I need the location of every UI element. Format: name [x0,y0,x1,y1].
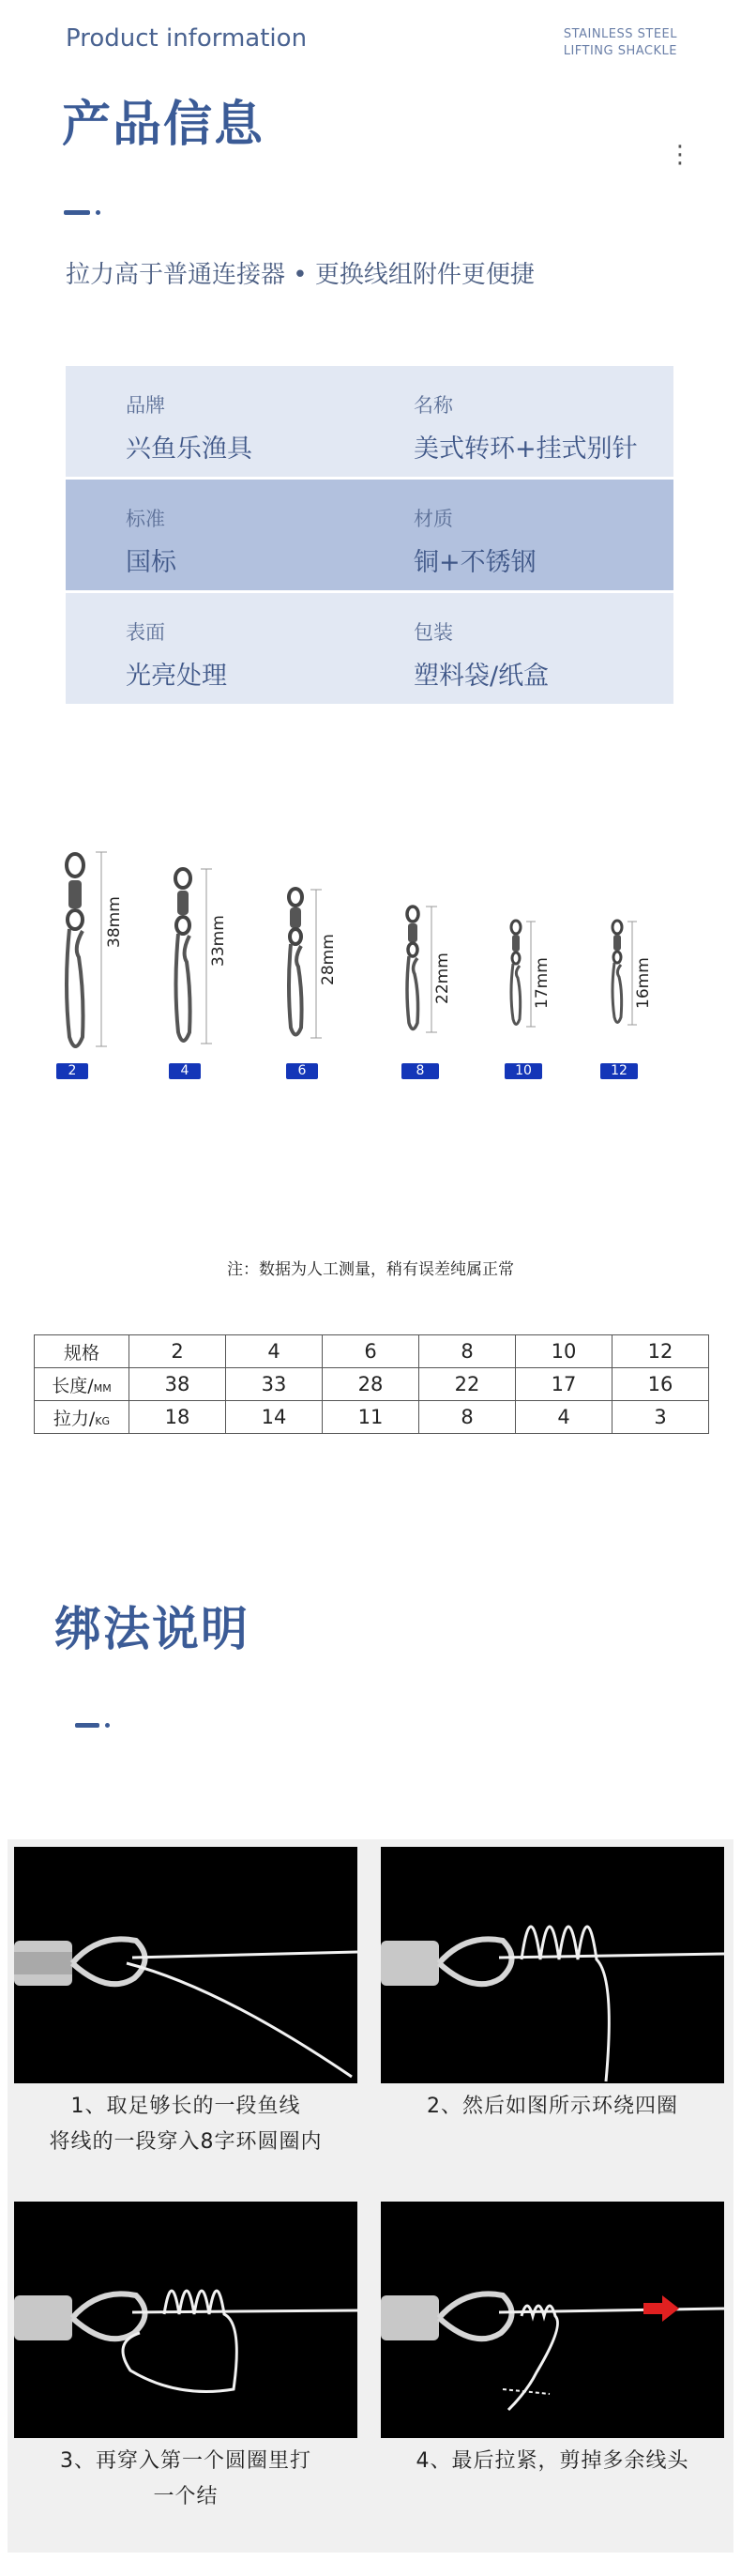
spec-key: 包装 [414,621,453,644]
size-length-label: 33mm [209,915,228,967]
step-caption-line-1: 1、取足够长的一段鱼线 [70,2095,301,2118]
spec-table [66,366,673,704]
table-cell: 4 [226,1335,323,1368]
row-label-spec: 规格 [35,1335,129,1368]
size-badge: 4 [169,1063,201,1079]
spec-cell [66,593,386,704]
step-caption-line-1: 2、然后如图所示环绕四圈 [427,2095,678,2118]
subtitle: 拉力高于普通连接器 • 更换线组附件更便捷 [66,261,535,289]
step-2-image [381,1847,724,2083]
row-label-length-unit: MM [93,1381,112,1395]
table-cell: 22 [419,1368,516,1401]
swivel-snap-2-image [56,845,150,1079]
spec-cell [66,366,386,477]
table-row [35,1368,709,1401]
table-cell: 33 [226,1368,323,1401]
table-cell: 28 [323,1368,419,1401]
spec-cell [386,593,673,704]
step-caption [14,2089,357,2160]
table-cell: 8 [419,1335,516,1368]
spec-row [66,366,673,477]
spec-key: 名称 [414,394,453,417]
step-2 [381,1847,724,2125]
size-badge: 8 [401,1063,439,1079]
row-label-length-text: 长度/ [52,1375,94,1396]
step-3-image [14,2202,357,2438]
spec-cell [66,480,386,590]
spec-value: 美式转环+挂式别针 [414,434,638,464]
row-label-tension-text: 拉力/ [53,1408,96,1429]
spec-value: 铜+不锈钢 [414,548,537,577]
step-caption-line-1: 4、最后拉紧，剪掉多余线头 [416,2449,689,2473]
table-cell: 11 [323,1401,419,1434]
row-label-length [35,1368,129,1401]
step-1 [14,1847,357,2160]
step-caption [381,2089,724,2125]
step-3 [14,2202,357,2515]
step-caption-line-1: 3、再穿入第一个圆圈里打 [60,2449,311,2473]
row-label-tension [35,1401,129,1434]
step-caption-line-2: 将线的一段穿入8字环圆圈内 [49,2130,323,2154]
table-cell: 14 [226,1401,323,1434]
step-4 [381,2202,724,2479]
size-length-label: 38mm [105,896,124,948]
size-length-label: 17mm [533,957,552,1009]
spec-value: 兴鱼乐渔具 [126,434,252,464]
table-cell: 18 [129,1401,226,1434]
spec-value: 光亮处理 [126,662,227,691]
size-badge: 12 [600,1063,638,1079]
size-length-label: 16mm [634,957,653,1009]
table-cell: 10 [516,1335,612,1368]
spec-row [66,477,673,590]
product-size-10 [497,845,591,1117]
arrow-right-icon [643,2295,679,2322]
section-title-tying-method: 绑法说明 [54,1602,250,1656]
table-cell: 4 [516,1401,612,1434]
spec-value: 国标 [126,548,176,577]
product-size-2 [56,845,150,1117]
size-table [34,1334,709,1434]
step-4-image [381,2202,724,2438]
spec-row [66,590,673,704]
title-underline-dot [96,210,100,215]
product-size-12 [598,845,692,1117]
measurement-note: 注：数据为人工测量，稍有误差纯属正常 [227,1260,514,1279]
page-title: 产品信息 [62,97,265,153]
product-size-6 [277,845,370,1117]
table-cell: 12 [612,1335,709,1368]
table-cell: 3 [612,1401,709,1434]
step-1-image [14,1847,357,2083]
spec-key: 品牌 [126,394,165,417]
title-underline-dash [64,210,90,215]
product-size-8 [394,845,488,1117]
tying-steps [8,1839,733,2553]
spec-value: 塑料袋/纸盒 [414,662,550,691]
section-underline-dash [75,1723,99,1728]
tagline-line-2: LIFTING SHACKLE [563,44,677,58]
size-length-label: 28mm [319,934,338,985]
section-underline-dot [105,1723,110,1728]
spec-cell [386,366,673,477]
header-english-title: Product information [66,24,308,53]
table-cell: 8 [419,1401,516,1434]
step-caption [14,2444,357,2515]
spec-key: 表面 [126,621,165,644]
table-cell: 17 [516,1368,612,1401]
size-badge: 6 [286,1063,318,1079]
table-row [35,1401,709,1434]
size-badge: 2 [56,1063,88,1079]
step-caption-line-2: 一个结 [153,2485,219,2508]
product-size-4 [164,845,258,1117]
spec-key: 标准 [126,508,165,530]
table-cell: 6 [323,1335,419,1368]
tagline-line-1: STAINLESS STEEL [563,27,677,41]
header-tagline [564,26,677,60]
table-cell: 2 [129,1335,226,1368]
size-length-label: 22mm [433,953,452,1004]
size-badge: 10 [505,1063,542,1079]
table-cell: 38 [129,1368,226,1401]
more-options-icon[interactable]: ⋮ [668,141,692,169]
row-label-tension-unit: KG [95,1414,111,1427]
step-caption [381,2444,724,2479]
spec-key: 材质 [414,508,453,530]
table-row [35,1335,709,1368]
spec-cell [386,480,673,590]
table-cell: 16 [612,1368,709,1401]
product-size-lineup [56,845,685,1117]
